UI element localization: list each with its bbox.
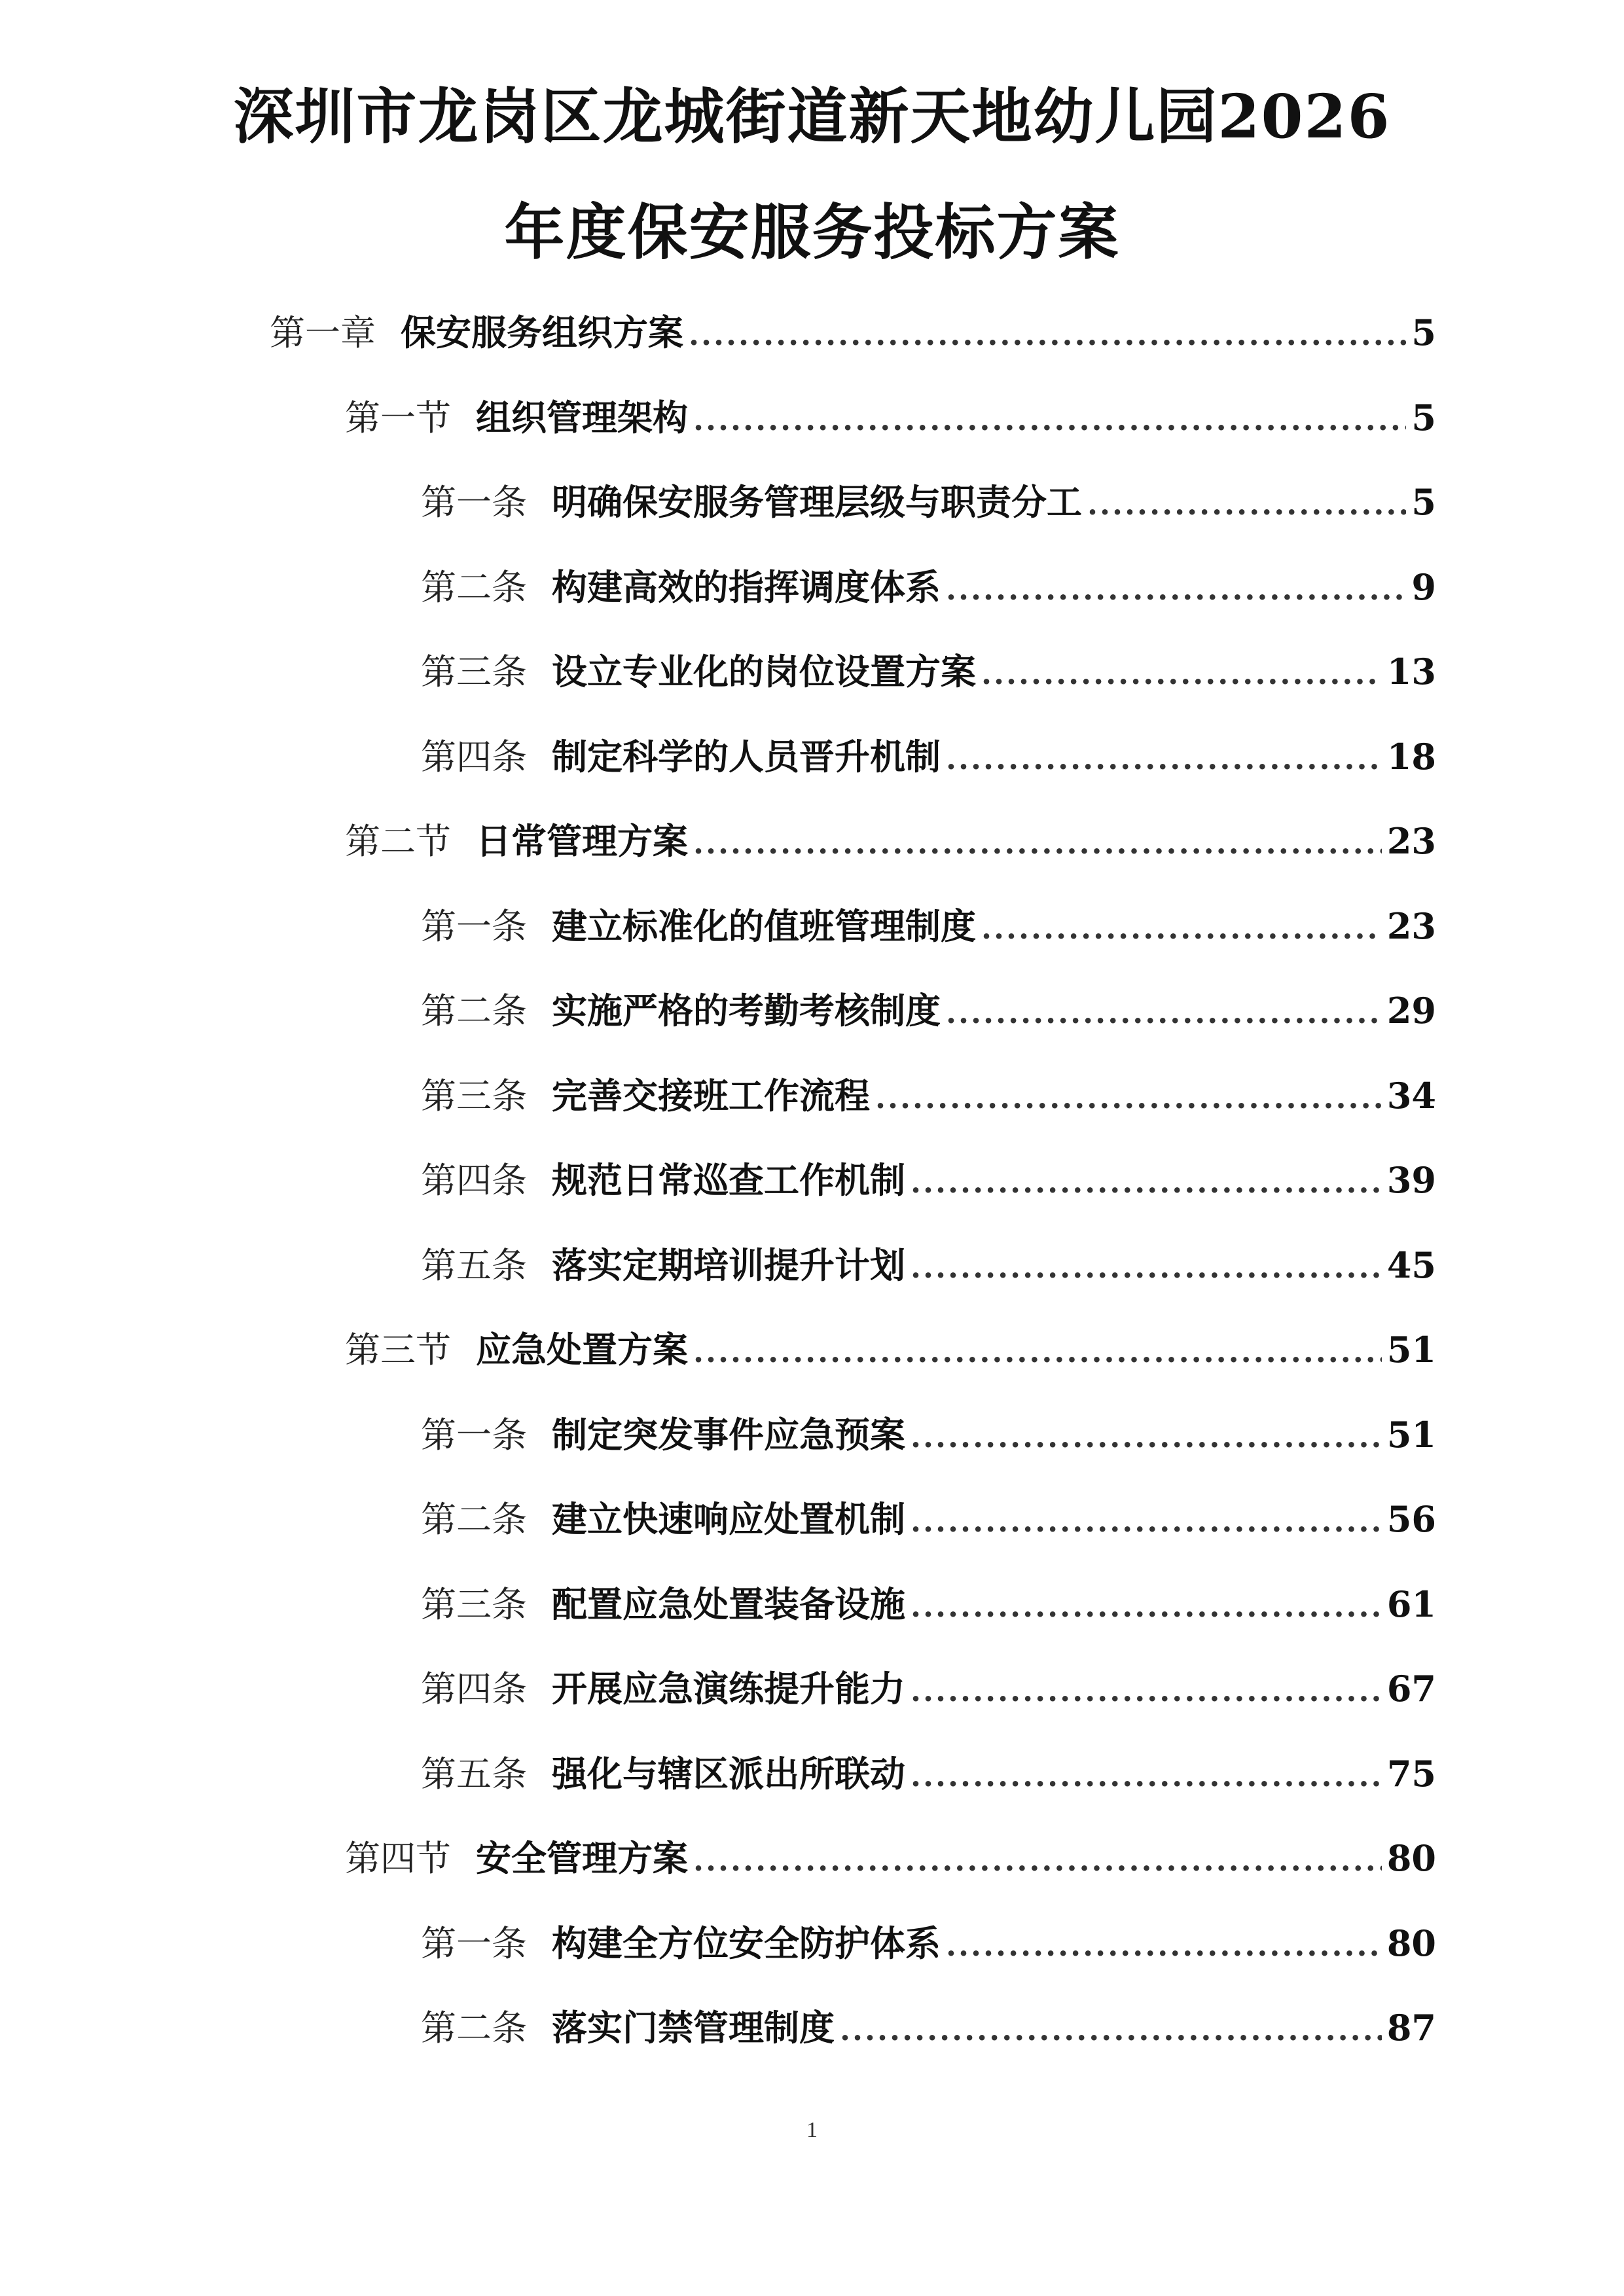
toc-entry[interactable] bbox=[345, 1832, 1436, 1884]
toc-entry-title: 安全管理方案 bbox=[476, 1837, 688, 1879]
toc-entry-number: 第五条 bbox=[421, 1245, 527, 1286]
toc-entry-page: 67 bbox=[1386, 1668, 1436, 1710]
toc-entry-title: 制定突发事件应急预案 bbox=[552, 1414, 905, 1456]
toc-entry-page: 5 bbox=[1411, 481, 1436, 523]
toc-entry-number: 第二条 bbox=[421, 567, 527, 608]
toc-entry-page: 34 bbox=[1386, 1075, 1436, 1117]
toc-entry[interactable] bbox=[421, 1917, 1436, 1969]
toc-leader-dots bbox=[693, 1325, 1382, 1378]
toc-entry-number: 第四条 bbox=[421, 736, 527, 778]
toc-entry[interactable] bbox=[345, 391, 1436, 444]
toc-entry-number: 第四条 bbox=[421, 1160, 527, 1201]
toc-leader-dots bbox=[875, 1071, 1382, 1124]
toc-entry-number: 第一条 bbox=[421, 1923, 527, 1964]
toc-entry-title: 配置应急处置装备设施 bbox=[552, 1583, 905, 1625]
toc-entry-title: 实施严格的考勤考核制度 bbox=[552, 990, 941, 1031]
toc-leader-dots bbox=[946, 1919, 1382, 1971]
toc-entry-page: 80 bbox=[1386, 1922, 1436, 1964]
toc-entry-page: 18 bbox=[1386, 736, 1436, 778]
toc-entry-page: 5 bbox=[1411, 312, 1436, 353]
toc-entry-page: 5 bbox=[1411, 397, 1436, 439]
toc-entry-page: 51 bbox=[1386, 1329, 1436, 1371]
toc-entry-page: 13 bbox=[1386, 651, 1436, 692]
toc-entry-number: 第三条 bbox=[421, 651, 527, 692]
toc-entry-number: 第一节 bbox=[345, 397, 451, 439]
toc-entry-title: 建立标准化的值班管理制度 bbox=[552, 905, 976, 947]
toc-entry[interactable] bbox=[421, 2001, 1436, 2054]
toc-entry-number: 第一条 bbox=[421, 906, 527, 947]
toc-entry[interactable] bbox=[421, 645, 1436, 698]
toc-entry-number: 第二条 bbox=[421, 1499, 527, 1540]
toc-entry-title: 日常管理方案 bbox=[476, 820, 688, 862]
toc-entry-page: 51 bbox=[1386, 1414, 1436, 1456]
toc-entry[interactable] bbox=[421, 1069, 1436, 1122]
toc-entry-page: 29 bbox=[1386, 990, 1436, 1031]
toc-entry-page: 75 bbox=[1386, 1753, 1436, 1795]
toc-leader-dots bbox=[946, 732, 1382, 785]
toc-leader-dots bbox=[693, 817, 1382, 869]
toc-leader-dots bbox=[946, 986, 1382, 1039]
toc-leader-dots bbox=[693, 1834, 1382, 1886]
toc-entry-page: 56 bbox=[1386, 1498, 1436, 1540]
toc-entry-title: 完善交接班工作流程 bbox=[552, 1075, 870, 1117]
toc-entry[interactable] bbox=[421, 1408, 1436, 1461]
toc-leader-dots bbox=[981, 647, 1382, 700]
toc-entry-title: 保安服务组织方案 bbox=[401, 312, 683, 353]
toc-leader-dots bbox=[981, 902, 1382, 954]
toc-entry-number: 第三条 bbox=[421, 1075, 527, 1117]
toc-entry-title: 开展应急演练提升能力 bbox=[552, 1668, 905, 1710]
toc-entry-page: 87 bbox=[1386, 2007, 1436, 2049]
toc-entry[interactable] bbox=[270, 306, 1436, 359]
toc-leader-dots bbox=[911, 1495, 1382, 1547]
toc-entry-page: 23 bbox=[1386, 905, 1436, 947]
toc-leader-dots bbox=[911, 1156, 1382, 1208]
toc-entry[interactable] bbox=[421, 1662, 1436, 1715]
toc-entry-number: 第三节 bbox=[345, 1329, 451, 1371]
toc-entry-title: 规范日常巡查工作机制 bbox=[552, 1159, 905, 1201]
toc-leader-dots bbox=[911, 1749, 1382, 1802]
toc-entry[interactable] bbox=[421, 1154, 1436, 1206]
toc-entry[interactable] bbox=[421, 900, 1436, 952]
toc-entry-title: 落实门禁管理制度 bbox=[552, 2007, 835, 2049]
toc-entry-page: 9 bbox=[1411, 566, 1436, 608]
toc-entry[interactable] bbox=[421, 1748, 1436, 1800]
page-number: 1 bbox=[806, 2118, 818, 2142]
toc-entry[interactable] bbox=[421, 730, 1436, 783]
toc-entry[interactable] bbox=[421, 1239, 1436, 1291]
toc-leader-dots bbox=[911, 1410, 1382, 1463]
toc-entry-title: 设立专业化的岗位设置方案 bbox=[552, 651, 976, 692]
document-title-line-2: 年度保安服务投标方案 bbox=[504, 197, 1120, 268]
toc-entry-page: 45 bbox=[1386, 1244, 1436, 1286]
toc-entry-number: 第一条 bbox=[421, 482, 527, 523]
toc-entry-number: 第二条 bbox=[421, 2007, 527, 2049]
toc-entry-number: 第四节 bbox=[345, 1838, 451, 1879]
toc-entry[interactable] bbox=[345, 1323, 1436, 1376]
toc-entry[interactable] bbox=[421, 1493, 1436, 1545]
toc-entry[interactable] bbox=[421, 476, 1436, 528]
toc-entry-title: 构建全方位安全防护体系 bbox=[552, 1922, 941, 1964]
toc-leader-dots bbox=[946, 563, 1406, 615]
document-title-line-1: 深圳市龙岗区龙城街道新天地幼儿园2026 bbox=[233, 81, 1391, 152]
toc-leader-dots bbox=[840, 2003, 1382, 2056]
toc-leader-dots bbox=[689, 308, 1406, 361]
toc-entry-number: 第四条 bbox=[421, 1668, 527, 1710]
toc-entry-number: 第二条 bbox=[421, 990, 527, 1031]
toc-entry[interactable] bbox=[421, 984, 1436, 1037]
toc-entry-page: 80 bbox=[1386, 1837, 1436, 1879]
toc-entry-page: 23 bbox=[1386, 820, 1436, 862]
toc-entry-page: 39 bbox=[1386, 1159, 1436, 1201]
toc-entry-number: 第一章 bbox=[270, 312, 376, 353]
toc-entry-title: 强化与辖区派出所联动 bbox=[552, 1753, 905, 1795]
toc-leader-dots bbox=[693, 393, 1406, 446]
toc-entry-title: 建立快速响应处置机制 bbox=[552, 1498, 905, 1540]
toc-entry[interactable] bbox=[345, 815, 1436, 867]
toc-entry-number: 第二节 bbox=[345, 821, 451, 862]
toc-leader-dots bbox=[1087, 478, 1406, 530]
toc-entry-title: 明确保安服务管理层级与职责分工 bbox=[552, 481, 1082, 523]
toc-entry[interactable] bbox=[421, 561, 1436, 613]
toc-entry-page: 61 bbox=[1386, 1583, 1436, 1625]
toc-leader-dots bbox=[911, 1664, 1382, 1717]
toc-leader-dots bbox=[911, 1241, 1382, 1293]
toc-entry-title: 制定科学的人员晋升机制 bbox=[552, 736, 941, 778]
toc-leader-dots bbox=[911, 1580, 1382, 1632]
toc-entry-title: 落实定期培训提升计划 bbox=[552, 1244, 905, 1286]
toc-entry-number: 第一条 bbox=[421, 1414, 527, 1456]
toc-entry-title: 组织管理架构 bbox=[476, 397, 688, 439]
toc-entry-number: 第五条 bbox=[421, 1753, 527, 1795]
toc-entry[interactable] bbox=[421, 1578, 1436, 1630]
toc-entry-title: 构建高效的指挥调度体系 bbox=[552, 566, 941, 608]
toc-entry-number: 第三条 bbox=[421, 1584, 527, 1625]
toc-entry-title: 应急处置方案 bbox=[476, 1329, 688, 1371]
